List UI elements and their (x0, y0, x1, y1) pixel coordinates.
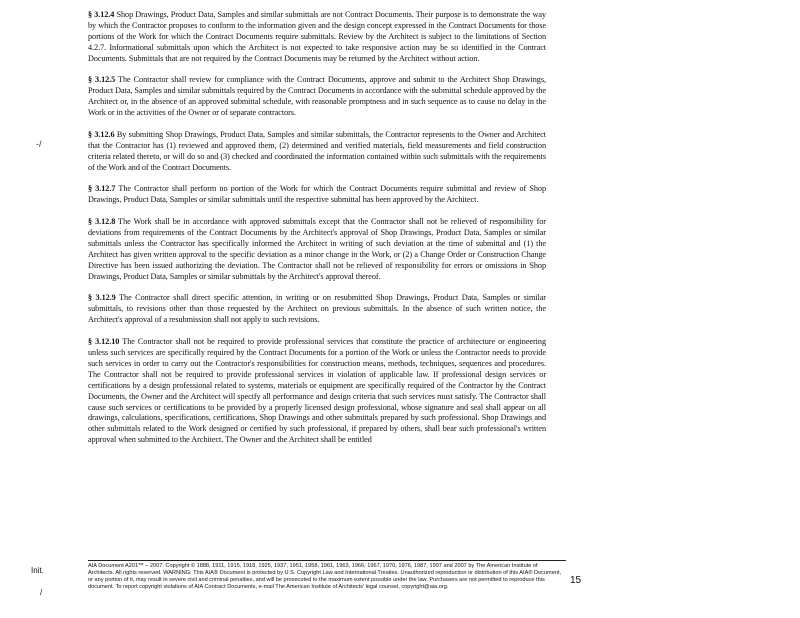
page-number: 15 (570, 575, 582, 586)
section-3-12-9 (88, 293, 546, 326)
footer-divider (88, 560, 566, 561)
section-3-12-8 (88, 217, 546, 282)
section-text: By submitting Shop Drawings, Product Data, Samples and similar submittals, the Contractor represents to the Owner and Architect that the Contractor has (1) reviewed and approved them, (2) determined and verified materials, field measurements and field construction criteria related thereto, or will do so and (3) checked and coordinated the information contained within such submittals with the requirements of the Work and of the Contract Documents. (88, 129, 546, 172)
section-3-12-6 (88, 130, 546, 174)
section-3-12-7 (88, 184, 546, 206)
section-number: § 3.12.5 (88, 75, 116, 85)
section-number: § 3.12.7 (88, 184, 116, 194)
initials-slash: / (40, 588, 43, 597)
copyright-footer: AIA Document A201™ – 2007. Copyright © 1888, 1911, 1915, 1918, 1925, 1937, 1951, 1958, 1961, 1963, 1966, 1967, 1970, 1976, 1987, 1997 and 2007 by The American Institute of Architects. All rights reserved. WARNING: This AIA® Document is protected by U.S. Copyright Law and International Treaties. Unauthorized reproduction or distribution of this AIA® Document, or any portion of it, may result in severe civil and criminal penalties, and will be prosecuted to the maximum extent possible under the law. Purchasers are not permitted to reproduce this document. To report copyright violations of AIA Contract Documents, e-mail The American Institute of Architects' legal counsel, copyright@aia.org. (88, 563, 562, 591)
section-3-12-10 (88, 337, 546, 446)
section-number: § 3.12.9 (88, 293, 116, 303)
contract-body (88, 10, 546, 457)
section-number: § 3.12.8 (88, 217, 116, 227)
margin-handwritten-mark: -/ (36, 139, 42, 149)
section-3-12-4 (88, 10, 546, 65)
initials-label: Init. (31, 566, 44, 575)
section-text: Shop Drawings, Product Data, Samples and similar submittals are not Contract Documents. Their purpose is to demonstrate the way by which the Contractor proposes to conform to the information given and the design concept expressed in the Contract Documents for those portions of the Work for which the Contract Documents require submittals. Review by the Architect is subject to the limitations of Section 4.2.7. Informational submittals upon which the Architect is not expected to take responsive action may be so identified in the Contract Documents. Submittals that are not required by the Contract Documents may be returned by the Architect without action. (88, 10, 546, 63)
section-text: The Contractor shall not be required to provide professional services that constitute the practice of architecture or engineering unless such services are specifically required by the Contract Documents for a portion of the Work or unless the Contractor needs to provide such services in order to carry out the Contractor's responsibilities for construction means, methods, techniques, sequences and procedures. The Contractor shall not be required to provide professional services in violation of applicable law. If professional design services or certifications by a design professional related to systems, materials or equipment are specifically required of the Contractor by the Contract Documents, the Owner and the Architect will specify all performance and design criteria that such services must satisfy. The Contractor shall cause such services or certifications to be provided by a properly licensed design professional, whose signature and seal shall appear on all drawings, calculations, specifications, certifications, Shop Drawings and other submittals prepared by such professional. Shop Drawings and other submittals related to the Work designed or certified by such professional, if prepared by others, shall bear such professional's written approval when submitted to the Architect. The Owner and the Architect shall be entitled (88, 337, 546, 445)
section-3-12-5 (88, 75, 546, 119)
section-text: The Work shall be in accordance with approved submittals except that the Contractor shall not be relieved of responsibility for deviations from requirements of the Contract Documents by the Architect's approval of Shop Drawings, Product Data, Samples or similar submittals unless the Contractor has specifically informed the Architect in writing of such deviation at the time of submittal and (1) the Architect has given written approval to the specific deviation as a minor change in the Work, or (2) a Change Order or Construction Change Directive has been issued authorizing the deviation. The Contractor shall not be relieved of responsibility for errors or omissions in Shop Drawings, Product Data, Samples or similar submittals by the Architect's approval thereof. (88, 217, 546, 281)
section-text: The Contractor shall perform no portion of the Work for which the Contract Documents require submittal and review of Shop Drawings, Product Data, Samples or similar submittals until the respective submittal has been approved by the Architect. (88, 184, 546, 205)
section-number: § 3.12.6 (88, 129, 115, 139)
section-number: § 3.12.10 (88, 337, 120, 347)
section-text: The Contractor shall review for compliance with the Contract Documents, approve and submit to the Architect Shop Drawings, Product Data, Samples and similar submittals required by the Contract Documents in accordance with the submittal schedule approved by the Architect or, in the absence of an approved submittal schedule, with reasonable promptness and in such sequence as to cause no delay in the Work or in the activities of the Owner or of separate contractors. (88, 75, 546, 118)
section-text: The Contractor shall direct specific attention, in writing or on resubmitted Shop Drawings, Product Data, Samples or similar submittals, to revisions other than those requested by the Architect on previous submittals. In the absence of such written notice, the Architect's approval of a resubmission shall not apply to such revisions. (88, 293, 546, 325)
section-number: § 3.12.4 (88, 10, 115, 19)
